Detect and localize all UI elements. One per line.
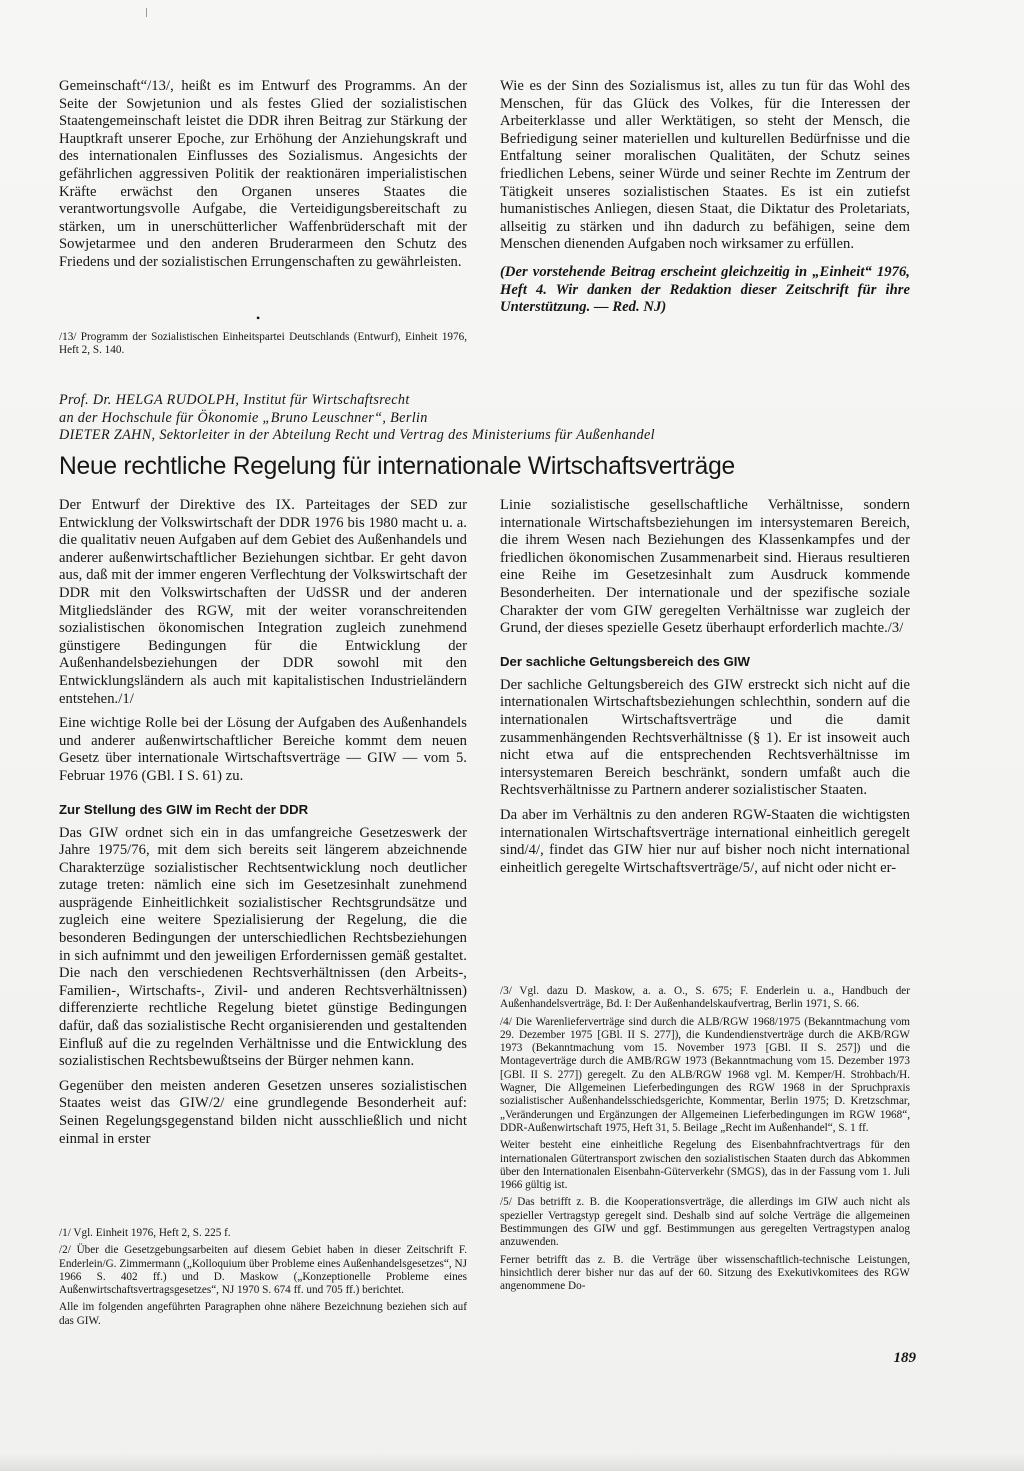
footnote-5: /5/ Das betrifft z. B. die Kooperationsverträge, die allerdings im GIW auch nicht als spezieller Vertragstyp geregelt sind. Deshalb sind auf solche Verträge die allgemeinen Bestimmungen des GIW und ggf. Bestimmungen aus geregelten Vertragstypen analog anzuwenden. — [500, 1196, 910, 1249]
left-footnotes — [59, 1227, 467, 1328]
body-paragraph: Eine wichtige Rolle bei der Lösung der Aufgaben des Außenhandels und anderer außenwirtschaftlicher Bereiche kommt dem neuen Gesetz über internationale Wirtschaftsverträge — GIW — vom 5. Februar 1976 (GBl. I S. 61) zu. — [59, 715, 467, 784]
section-separator-star: • — [256, 311, 261, 325]
scan-shadow — [0, 1453, 1024, 1471]
footnote-1: /1/ Vgl. Einheit 1976, Heft 2, S. 225 f. — [59, 1227, 231, 1239]
footnote-3: /3/ Vgl. dazu D. Maskow, a. a. O., S. 675; F. Enderlein u. a., Handbuch der Außenhandelsverträge, Bd. I: Der Außenhandelskaufvertrag, Berlin 1971, S. 66. — [500, 985, 910, 1011]
footnote-13: /13/ Programm der Sozialistischen Einheitspartei Deutschlands (Entwurf), Einheit 1976, Heft 2, S. 140. — [59, 331, 467, 357]
author-line: DIETER ZAHN, Sektorleiter in der Abteilung Recht und Vertrag des Ministeriums für Außenhandel — [59, 427, 655, 443]
body-paragraph: Das GIW ordnet sich ein in das umfangreiche Gesetzeswerk der Jahre 1975/76, mit dem sich bereits seit längerem abzeichnende Charakterzüge sozialistischer Rechtsentwicklung noch deutlicher zutage treten: nämlich eine sich im Gesetzesinhalt zunehmend ausprägende Einheitlichkeit sozialistischer Rechtsgrundsätze und zugleich eine weitere Spezialisierung der Regelung, die die besonderen Bedingungen der unterschiedlichen Rechtsbeziehungen in sich aufnimmt und den jeweiligen Erfordernissen gemäß gestaltet. Die nach den verschiedenen Rechtsverhältnissen (den Arbeits-, Familien-, Wirtschafts-, Zivil- und anderen Rechtsverhältnissen) differenzierte rechtliche Regelung bietet günstige Bedingungen dafür, daß das sozialistische Recht organisierenden und gestaltenden Einfluß auf die zu regelnden Verhältnisse und die Entwicklung des sozialistischen Rechtsbewußtseins der Bürger nehmen kann. — [59, 824, 467, 1070]
footnote-4: /4/ Die Warenlieferverträge sind durch die ALB/RGW 1968/1975 (Bekanntmachung vom 29. Dezember 1975 [GBl. II S. 277]), die Kundendienstverträge durch die AKB/RGW 1973 (Bekanntmachung vom 15. November 1973 [GBl. II S. 257]) und die Montageverträge durch die AMB/RGW 1973 (Bekanntmachung vom 15. Dezember 1973 [GBl. II S. 277]) geregelt. Zu den ALB/RGW 1968 vgl. M. Kemper/H. Strohbach/H. Wagner, Die Allgemeinen Lieferbedingungen des RGW 1968 in der Spruchpraxis sozialistischer Außenhandelsschiedsgerichte, Kommentar, Berlin 1975; D. Kretzschmar, „Veränderungen und Ergänzungen der Allgemeinen Lieferbedingungen im RGW 1968“, DDR-Außenwirtschaft 1975, Heft 31, 5. Beilage „Recht im Außenhandel“, S. 1 ff. — [500, 1015, 910, 1134]
top-left-paragraph: Gemeinschaft“/13/, heißt es im Entwurf des Programms. An der Seite der Sowjetunion und als festes Glied der sozialistischen Staatengemeinschaft leistet die DDR ihren Beitrag zur Stärkung der Hauptkraft unserer Epoche, zur Erhöhung der Anziehungskraft und des internationalen Einflusses des Sozialismus. Angesichts der gefährlichen aggressiven Politik der reaktionären imperialistischen Kräfte erwächst den Organen unseres Staates die verantwortungsvolle Aufgabe, die Verteidigungsbereitschaft zu stärken, um in unerschütterlicher Waffenbrüderschaft mit der Sowjetarmee und den anderen Bruderarmeen den Schutz des Friedens und der sozialistischen Errungenschaften zu gewährleisten. — [59, 78, 467, 270]
article-left-column — [59, 497, 467, 1148]
right-footnotes — [500, 985, 910, 1294]
footnote-2-continuation: Alle im folgenden angeführten Paragraphen ohne nähere Bezeichnung beziehen sich auf das GIW. — [59, 1301, 467, 1327]
footnote-4-continuation: Weiter besteht eine einheitliche Regelung des Eisenbahnfrachtvertrags für den internationalen Gütertransport zwischen den sozialistischen Staaten durch das Abkommen über den Internationalen Eisenbahn-Güterverkehr (SMGS), das in der Fassung vom 1. Juli 1966 gültig ist. — [500, 1139, 910, 1192]
top-left-column — [59, 78, 467, 272]
body-paragraph: Der sachliche Geltungsbereich des GIW erstreckt sich nicht auf die internationalen Wirtschaftsbeziehungen schlechthin, sondern auf die internationalen Wirtschaftsverträge und die damit zusammenhängenden Rechtsverhältnisse (§ 1). Er ist insoweit auch nicht etwa auf die entsprechenden Rechtsverhältnisse im intersystemaren Bereich beschränkt, sondern umfaßt auch die Rechtsverhältnisse zu Partnern anderer sozialistischer Staaten. — [500, 676, 910, 799]
author-line: Prof. Dr. HELGA RUDOLPH, Institut für Wirtschaftsrecht — [59, 392, 410, 408]
article-headline: Neue rechtliche Regelung für internationale Wirtschaftsverträge — [59, 453, 735, 480]
scan-mark — [146, 8, 147, 17]
body-paragraph: Der Entwurf der Direktive des IX. Parteitages der SED zur Entwicklung der Volkswirtschaft der DDR 1976 bis 1980 macht u. a. die qualitativ neuen Aufgaben auf dem Gebiet des Außenhandels und anderer außenwirtschaftlicher Beziehungen sichtbar. Er geht davon aus, daß mit der immer engeren Verflechtung der Volkswirtschaft der DDR mit den Volkswirtschaften der UdSSR und der anderen Mitgliedsländer des RGW, mit der weiter voranschreitenden sozialistischen ökonomischen Integration zugleich zunehmend günstigere Bedingungen für die Entwicklung der Außenhandelsbeziehungen der DDR sowohl mit den Entwicklungsländern als auch mit kapitalistischen Industrieländern entstehen./1/ — [59, 497, 467, 707]
top-right-paragraph: Wie es der Sinn des Sozialismus ist, alles zu tun für das Wohl des Menschen, für das Glück des Volkes, für die Interessen der Arbeiterklasse und aller Werktätigen, so steht der Mensch, die Befriedigung seiner materiellen und kulturellen Bedürfnisse und die Entfaltung seiner moralischen Qualitäten, der Schutz seines friedlichen Lebens, seiner Würde und seiner Rechte im Zentrum der Tätigkeit unseres sozialistischen Staates. Es ist ein zutiefst humanistisches Anliegen, diesen Staat, die Diktatur des Proletariats, allseitig zu stärken und ihn dadurch zu befähigen, seine dem Menschen dienenden Aufgaben noch wirksamer zu erfüllen. — [500, 78, 910, 253]
page-number: 189 — [893, 1350, 916, 1366]
footnote-13-block — [59, 331, 467, 358]
author-line: an der Hochschule für Ökonomie „Bruno Leuschner“, Berlin — [59, 409, 428, 426]
author-block — [59, 392, 939, 445]
body-paragraph: Gegenüber den meisten anderen Gesetzen unseres sozialistischen Staates weist das GIW/2/ eine grundlegende Besonderheit auf: Seinen Regelungsgegenstand bilden nicht ausschließlich und nicht einmal in erster — [59, 1077, 467, 1147]
section-subheading: Zur Stellung des GIW im Recht der DDR — [59, 801, 309, 817]
section-subheading: Der sachliche Geltungsbereich des GIW — [500, 653, 750, 669]
editorial-note: (Der vorstehende Beitrag erscheint gleichzeitig in „Einheit“ 1976, Heft 4. Wir danken der Redaktion dieser Zeitschrift für ihre Unterstützung. — Red. NJ) — [500, 263, 910, 316]
body-paragraph: Da aber im Verhältnis zu den anderen RGW-Staaten die wichtigsten internationalen Wirtschaftsverträge international einheitlich geregelt sind/4/, findet das GIW hier nur auf bisher noch nicht international einheitlich geregelte Wirtschaftsverträge/5/, auf nicht oder nicht er- — [500, 806, 910, 876]
footnote-5-continuation: Ferner betrifft das z. B. die Verträge über wissenschaftlich-technische Leistungen, hinsichtlich derer bisher nur das auf der 60. Sitzung des Exekutivkomitees des RGW angenommene Do- — [500, 1253, 910, 1293]
footnote-2: /2/ Über die Gesetzgebungsarbeiten auf diesem Gebiet haben in dieser Zeitschrift F. Enderlein/G. Zimmermann („Kolloquium über Probleme eines Außenhandelsgesetzes“, NJ 1966 S. 402 ff.) und D. Maskow („Konzeptionelle Probleme eines Außenwirtschaftsvertragsgesetzes“, NJ 1970 S. 674 ff. und 705 ff.) berichtet. — [59, 1244, 467, 1297]
article-right-column — [500, 497, 910, 877]
body-paragraph: Linie sozialistische gesellschaftliche Verhältnisse, sondern internationale Wirtschaftsbeziehungen im intersystemaren Bereich, die ihrem Wesen nach Beziehungen des Klassenkampfes und der friedlichen ökonomischen Zusammenarbeit sind. Hieraus resultieren eine Reihe im Gesetzesinhalt zum Ausdruck kommende Besonderheiten. Der internationale und der spezifische soziale Charakter der vom GIW geregelten Verhältnisse war zugleich der Grund, der dieses spezielle Gesetz überhaupt erforderlich machte./3/ — [500, 497, 910, 637]
top-right-column — [500, 78, 910, 317]
